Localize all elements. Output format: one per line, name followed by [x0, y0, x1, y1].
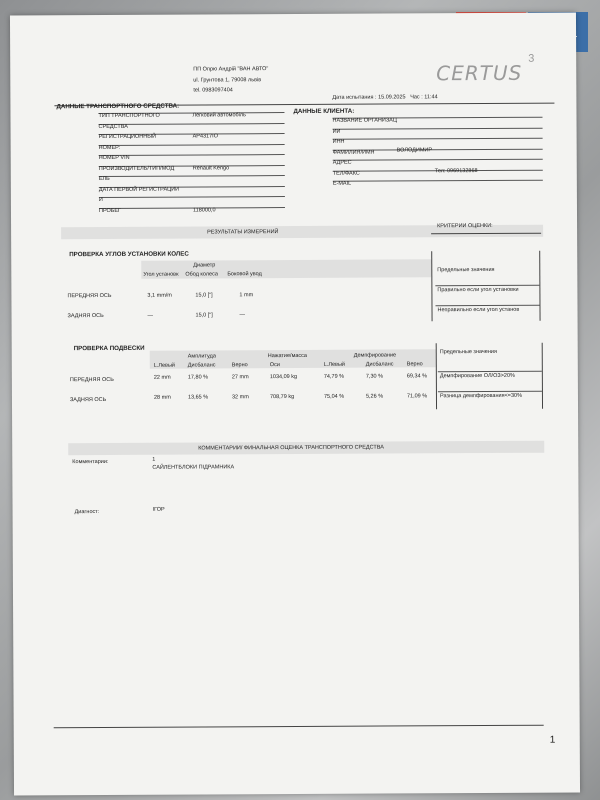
client-row-label: ФАМИЛИЯ/ИМЯ — [332, 149, 375, 156]
angles-row-criterion: Правильно если угол установки — [437, 286, 519, 294]
susp-row-criterion: Разница демпфирования<=30% — [439, 392, 523, 400]
angles-heading: ПРОВЕРКА УГЛОВ УСТАНОВКИ КОЛЕС — [69, 250, 189, 259]
client-row-label: АДРЕС — [332, 159, 352, 166]
susp-criteria-divider — [436, 343, 437, 409]
angles-row-v1: 3,1 mm/m — [147, 292, 172, 299]
susp-row-value: 708,79 kg — [269, 394, 295, 401]
client-row-label: ИИ — [332, 128, 341, 135]
susp-row-criterion: Демпфирование ОЛ/ОЗ>20% — [439, 372, 515, 380]
certus-logo-sup: 3 — [528, 52, 535, 65]
angles-row-v2: 15,0 ["] — [195, 312, 213, 319]
client-row-label: ТЕЛ/ФАКС — [332, 170, 360, 177]
angles-col-3: Боковой увод — [227, 271, 262, 278]
susp-row-value: 75,04 % — [323, 393, 345, 400]
comments-number: 1 — [152, 456, 156, 463]
vehicle-row-label: НОМЕР VIN — [98, 154, 130, 162]
vehicle-row-label: СРЕДСТВА — [98, 123, 128, 130]
inspection-report-page — [10, 13, 580, 796]
angles-col-2: Обод колеса — [185, 271, 218, 278]
vehicle-row-label: ПРОБЕГ — [98, 207, 122, 214]
angles-criteria-divider — [431, 251, 432, 321]
client-row-1 — [333, 127, 543, 129]
susp-row-value: 28 mm — [153, 394, 171, 401]
diagnostician-name: ІГОР — [152, 506, 165, 513]
time-value: 11:44 — [424, 94, 438, 101]
susp-col-1: Дисбаланс — [187, 362, 216, 369]
vehicle-row-label: ПРОИЗВОДИТЕЛЬ/ТИП/МОД — [98, 165, 175, 172]
susp-right-border — [542, 343, 543, 409]
susp-row-value: 27 mm — [231, 374, 249, 381]
comments-text: САЙЛЕНТБЛОКИ ПІДРАМНИКА — [152, 464, 235, 471]
susp-row-value: 32 mm — [231, 394, 249, 401]
comments-label: Комментарии: — [72, 458, 109, 466]
susp-row-value: 5,26 % — [365, 393, 384, 400]
client-row-6 — [333, 180, 543, 182]
susp-col-0: L.Левый — [153, 362, 176, 369]
client-row-value: Тел: 0969132868 — [434, 167, 478, 174]
susp-group-amplitude: Амплитуда — [187, 353, 216, 360]
certus-logo: CERTUS — [436, 60, 523, 86]
vehicle-row-label: ЕЛЬ — [98, 175, 110, 183]
angles-row-v1: — — [147, 312, 154, 319]
vehicle-row-label: НОМЕР: — [98, 144, 121, 151]
date-label: Дата испытания — [332, 94, 374, 101]
client-row-label: ИНН — [332, 138, 345, 145]
susp-col-6: Верно — [406, 361, 423, 368]
susp-col-5: Дисбаланс — [365, 361, 394, 368]
susp-row-axle: ПЕРЕДНЯЯ ОСЬ — [69, 376, 114, 384]
vehicle-row-value: Renault Kengo — [192, 164, 230, 172]
angles-limit-header: Предельные значения — [437, 266, 495, 274]
comments-heading: КОММЕНТАРИИ/ ФИНАЛЬНАЯ ОЦЕНКА ТРАНСПОРТНОГО СРЕДСТВА — [198, 444, 384, 452]
company-address: ul. Грунтова 1, 79008 львів — [193, 77, 262, 84]
vehicle-row-label: РЕГИСТРАЦИОННЫЙ — [98, 133, 157, 141]
susp-col-2: Верно — [231, 362, 248, 369]
client-row-label: НАЗВАНИЕ ОРГАНИЗАЦ — [332, 117, 397, 124]
company-name: ПП Опрю Андрій "ВАН АВТО" — [193, 66, 269, 73]
susp-group-damping: Демпфирование — [353, 352, 397, 359]
time-label: Час — [410, 94, 420, 101]
susp-col-4: L.Левый — [323, 361, 346, 368]
client-row-2 — [333, 138, 543, 140]
angles-row-axle: ПЕРЕДНЯЯ ОСЬ — [67, 292, 112, 300]
susp-row-value: 17,80 % — [187, 374, 209, 381]
angles-row-v2: 15,0 ["] — [195, 292, 213, 299]
vehicle-row-value: Легковий автомобіль — [192, 112, 246, 119]
vehicle-row-label: ТИП ТРАНСПОРТНОГО — [98, 112, 160, 120]
client-row-value: ВОЛОДИМИР — [396, 146, 433, 153]
angles-col-1: Угол установк — [143, 271, 179, 278]
client-heading: ДАННЫЕ КЛИЕНТА: — [293, 107, 355, 116]
test-date-line: Дата испытания : 15.09.2025 Час : 11:44 — [332, 94, 438, 101]
suspension-heading: ПРОВЕРКА ПОДВЕСКИ — [73, 344, 145, 353]
susp-col-3: Оси — [269, 362, 280, 369]
susp-group-load: Нажатие/масса — [267, 352, 307, 360]
susp-row-axle: ЗАДНЯЯ ОСЬ — [69, 396, 107, 404]
susp-row-value: 1034,09 kg — [269, 373, 298, 381]
diagnostician-label: Диагност: — [74, 509, 100, 516]
angles-group-label: Диаметр — [193, 262, 216, 269]
susp-row-value: 7,30 % — [365, 373, 383, 380]
results-heading: РЕЗУЛЬТАТЫ ИЗМЕРЕНИЙ — [207, 229, 279, 236]
date-value: 15.09.2025 — [378, 94, 406, 101]
vehicle-row-6 — [99, 175, 285, 177]
angles-row-v3: 1 mm — [239, 292, 254, 299]
angles-row-criterion: Неправильно если угол установ — [437, 306, 520, 314]
angles-row-v3: — — [239, 312, 246, 319]
vehicle-heading: ДАННЫЕ ТРАНСПОРТНОГО СРЕДСТВА: — [56, 102, 180, 111]
client-row-4 — [333, 159, 543, 161]
susp-row-value: 13,65 % — [187, 394, 209, 401]
vehicle-row-label: И — [98, 197, 103, 204]
vehicle-row-value: AP4317IO — [192, 133, 219, 140]
vehicle-row-value: 118000,0 — [192, 206, 216, 214]
susp-row-value: 74,79 % — [323, 373, 345, 380]
susp-row-value: 71,09 % — [406, 393, 428, 400]
criteria-heading: КРИТЕРИИ ОЦЕНКИ: — [437, 222, 493, 230]
company-phone: tel. 0983097404 — [193, 87, 233, 94]
suspension-limit-header: Предельные значения — [439, 348, 497, 356]
susp-row-value: 69,34 % — [406, 373, 428, 380]
vehicle-row-3 — [99, 144, 285, 146]
client-row-label: E-MAIL — [332, 180, 352, 187]
angles-row-axle: ЗАДНЯЯ ОСЬ — [67, 313, 104, 320]
footer-divider — [54, 725, 544, 729]
page-number: 1 — [549, 734, 556, 746]
vehicle-row-8 — [99, 196, 285, 198]
susp-row-value: 22 mm — [153, 374, 171, 381]
vehicle-row-label: ДАТА ПЕРВОЙ РЕГИСТРАЦИИ — [98, 186, 180, 193]
